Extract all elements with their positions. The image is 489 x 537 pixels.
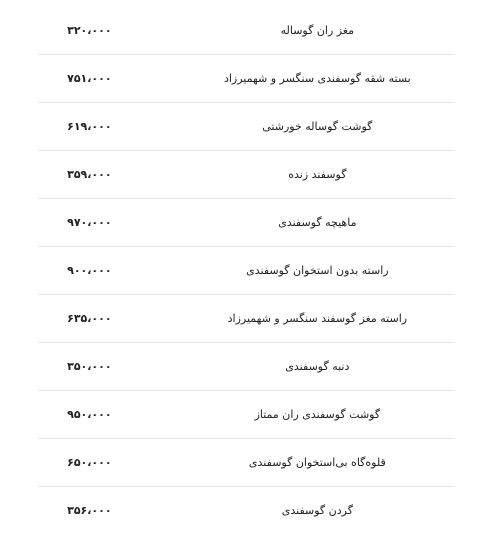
table-row [38,151,454,199]
table-row [38,247,454,295]
product-name: ماهیچه گوسفندی [161,199,454,247]
product-price: ۶۳۵،۰۰۰ [38,295,161,343]
price-table [38,7,454,534]
product-price: ۷۵۱،۰۰۰ [38,55,161,103]
product-price: ۳۵۶،۰۰۰ [67,504,112,517]
table-row [38,487,454,535]
product-name: راسته بدون استخوان گوسفندی [161,247,454,295]
product-name: گوشت گوسفندی ران ممتاز [161,391,454,439]
product-name: راسته مغز گوسفند سنگسر و شهمیرزاد [161,295,454,343]
product-price: ۶۵۰،۰۰۰ [38,439,161,487]
table-row [38,439,454,487]
product-name: گوشت گوساله خورشتی [161,103,454,151]
product-price: ۳۵۰،۰۰۰ [38,343,161,391]
product-name: قلوه‌گاه بی‌استخوان گوسفندی [161,439,454,487]
product-name: دنبه گوسفندی [161,343,454,391]
table-row [38,103,454,151]
product-name: گوسفند زنده [161,151,454,199]
product-price: ۹۰۰،۰۰۰ [38,247,161,295]
product-price: ۳۵۹،۰۰۰ [38,151,161,199]
product-price: ۶۱۹،۰۰۰ [38,103,161,151]
product-name: گردن گوسفندی [281,504,353,517]
table-row [38,7,454,55]
product-name: مغز ران گوساله [161,7,454,55]
table-row [38,55,454,103]
product-price: ۳۲۰،۰۰۰ [38,7,161,55]
table-row [38,343,454,391]
product-price: ۹۷۰،۰۰۰ [38,199,161,247]
table-row [38,391,454,439]
product-price: ۹۵۰،۰۰۰ [38,391,161,439]
table-row [38,295,454,343]
table-row [38,199,454,247]
product-name: بسته شقه گوسفندی سنگسر و شهمیرزاد [161,55,454,103]
